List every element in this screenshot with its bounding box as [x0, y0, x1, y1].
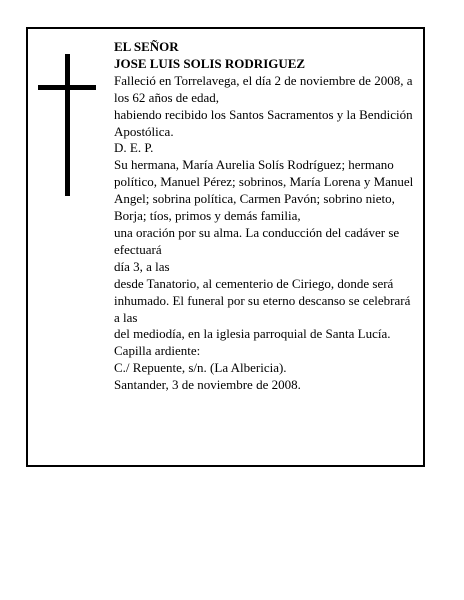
notice-title: EL SEÑOR [114, 39, 179, 54]
burial-line: desde Tanatorio, al cementerio de Ciriego, donde será inhumado. El funeral por su eterno descanso se celebrará [114, 275, 411, 308]
place-date-line: Santander, 3 de noviembre de 2008. [114, 377, 301, 393]
cross-horizontal-bar [38, 85, 96, 90]
obituary-text [114, 39, 422, 394]
time-line: a las [114, 309, 138, 325]
cross-icon [38, 54, 96, 196]
cross-vertical-bar [65, 54, 70, 196]
deceased-name: JOSE LUIS SOLIS RODRIGUEZ [114, 55, 306, 71]
prayer-line: una oración por su alma. La conducción del cadáver se efectuará [114, 224, 400, 257]
date-line: día 3, a las [114, 258, 170, 274]
sacraments-line: habiendo recibido los Santos Sacramentos y la Bendición Apostólica. [114, 106, 413, 139]
chapel-label: Capilla ardiente: [114, 343, 201, 359]
chapel-address: C./ Repuente, s/n. (La Albericia). [114, 360, 287, 376]
rip-line: D. E. P. [114, 140, 154, 156]
family-line: Su hermana, María Aurelia Solís Rodríguez; hermano político, Manuel Pérez; sobrinos, María Lorena y Manuel Angel; sobrina política, Carmen Pavón; sobrino nieto, Borja; tíos, primos y demás familia, [114, 157, 414, 224]
death-details: Falleció en Torrelavega, el día 2 de noviembre de 2008, a los 62 años de edad, [114, 72, 413, 105]
church-line: del mediodía, en la iglesia parroquial de Santa Lucía. [114, 326, 391, 342]
